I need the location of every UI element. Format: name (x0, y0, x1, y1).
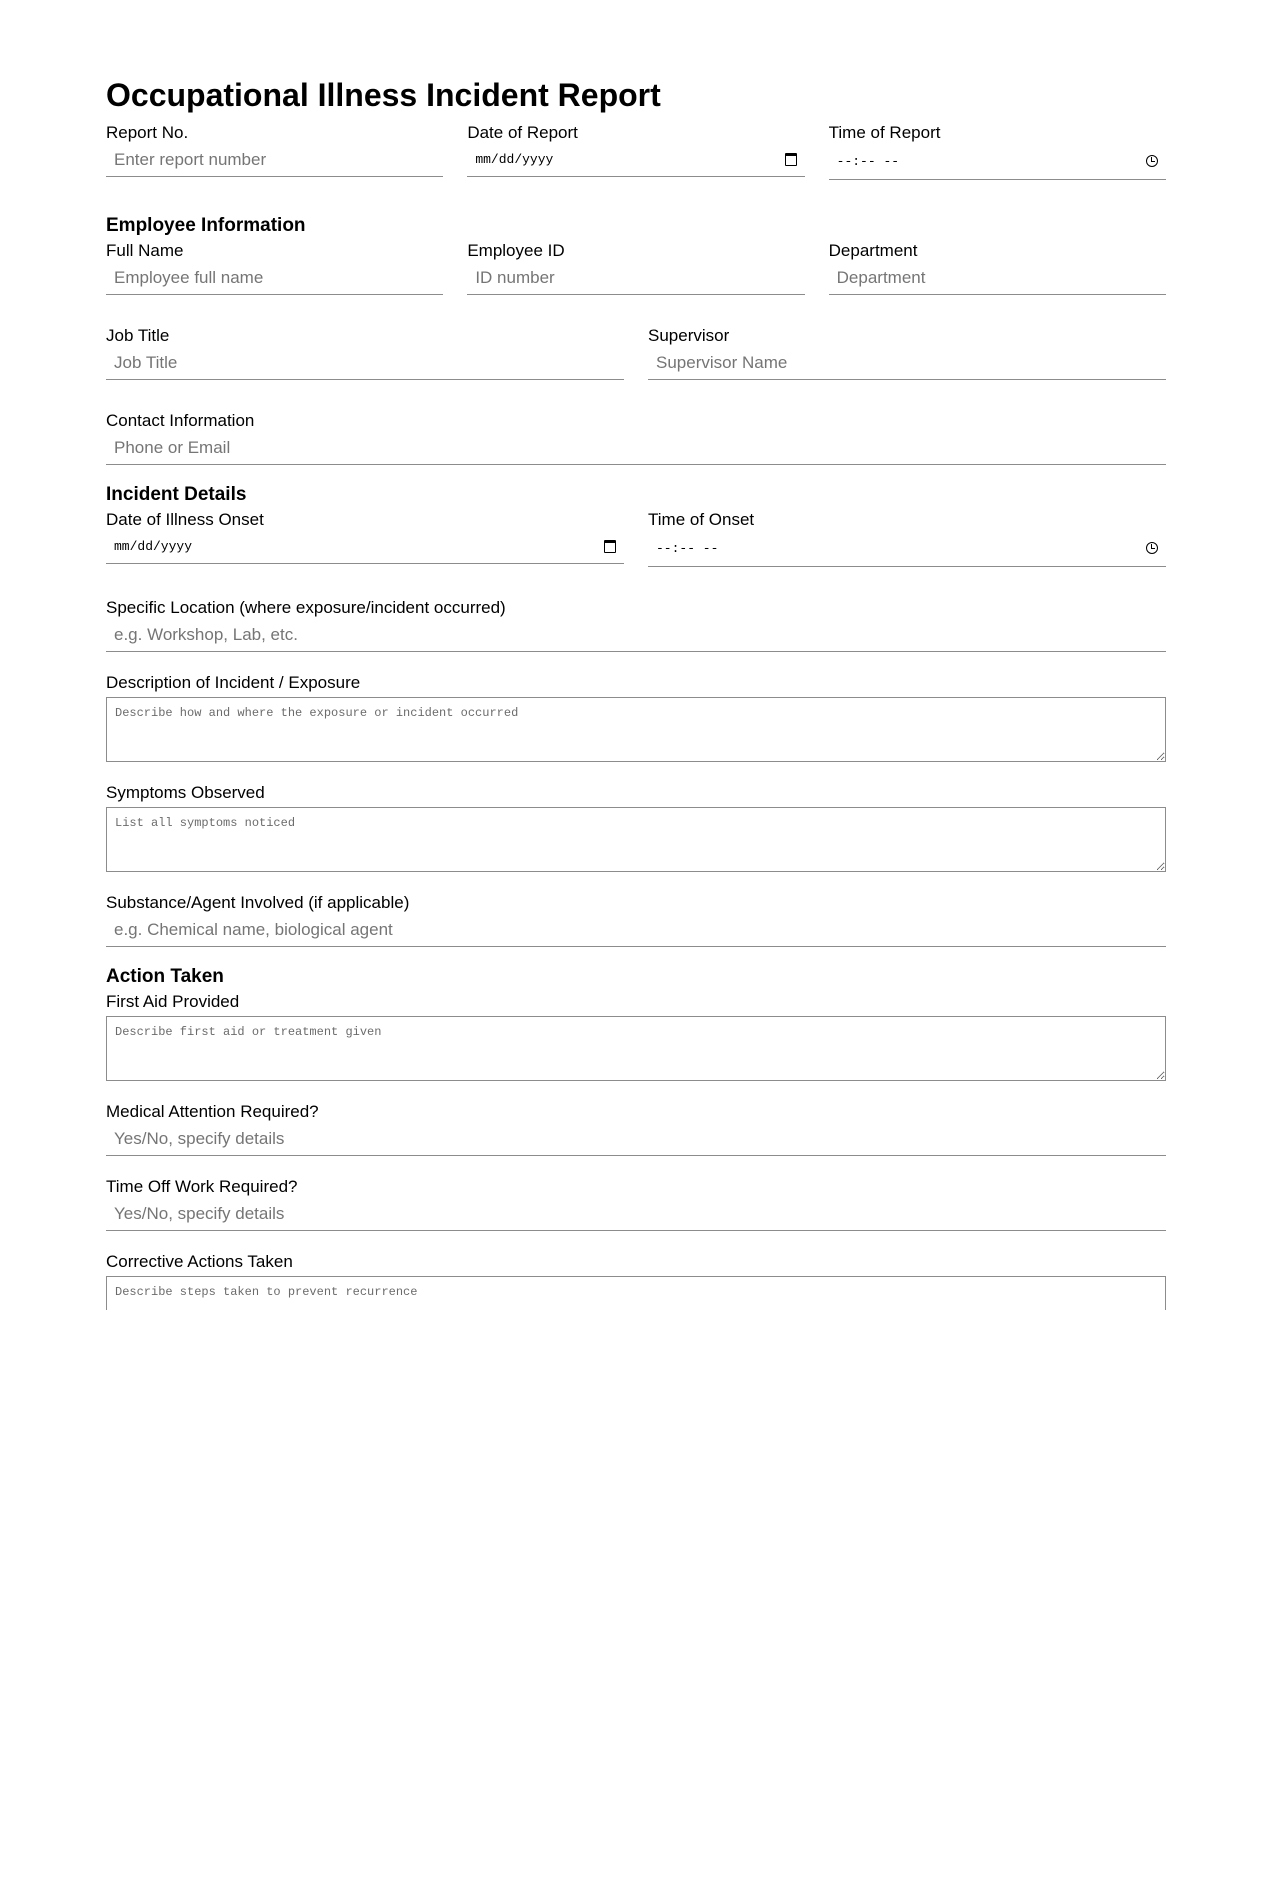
clock-icon[interactable] (1146, 155, 1158, 167)
report-no-label: Report No. (106, 123, 189, 142)
location-label: Specific Location (where exposure/incident occurred) (106, 598, 506, 617)
onset-date-field (106, 507, 624, 567)
date-of-report-input[interactable] (467, 143, 804, 177)
onset-time-input[interactable] (648, 530, 1166, 567)
substance-label: Substance/Agent Involved (if applicable) (106, 893, 410, 912)
onset-date-label: Date of Illness Onset (106, 510, 264, 529)
calendar-icon[interactable] (604, 540, 616, 553)
incident-report-form (106, 70, 1166, 1310)
time-of-report-value: --:-- -- (836, 153, 900, 169)
supervisor-field (648, 323, 1166, 380)
corrective-actions-label: Corrective Actions Taken (106, 1252, 293, 1271)
location-field (106, 598, 1166, 652)
job-title-input[interactable] (106, 346, 624, 380)
incident-row-1 (106, 507, 1166, 567)
first-aid-textarea[interactable] (106, 1016, 1166, 1081)
onset-time-value: --:-- -- (656, 540, 719, 556)
full-name-input[interactable] (106, 261, 443, 295)
corrective-actions-field (106, 1252, 1166, 1310)
department-input[interactable] (829, 261, 1166, 295)
time-of-report-label: Time of Report (828, 123, 941, 142)
first-aid-field (106, 992, 1166, 1081)
job-title-label: Job Title (106, 326, 170, 345)
onset-date-input[interactable] (106, 530, 624, 564)
employee-id-input[interactable] (467, 261, 804, 295)
time-off-label: Time Off Work Required? (106, 1177, 298, 1196)
location-input[interactable] (106, 618, 1166, 652)
contact-input[interactable] (106, 431, 1166, 465)
clock-icon[interactable] (1146, 542, 1158, 554)
contact-label: Contact Information (106, 411, 255, 430)
job-title-field (106, 323, 624, 380)
description-textarea[interactable] (106, 697, 1166, 762)
report-header-row (106, 120, 1166, 180)
full-name-label: Full Name (106, 241, 184, 260)
supervisor-input[interactable] (648, 346, 1166, 380)
symptoms-textarea[interactable] (106, 807, 1166, 872)
page-title: Occupational Illness Incident Report (106, 77, 661, 113)
substance-field (106, 893, 1166, 947)
onset-time-label: Time of Onset (648, 510, 755, 529)
substance-input[interactable] (106, 913, 1166, 947)
report-no-field (106, 120, 443, 180)
first-aid-label: First Aid Provided (106, 992, 240, 1011)
medical-attention-input[interactable] (106, 1122, 1166, 1156)
onset-date-value: mm/dd/yyyy (114, 539, 193, 554)
description-label: Description of Incident / Exposure (106, 673, 361, 692)
department-label: Department (828, 241, 918, 260)
supervisor-label: Supervisor (648, 326, 730, 345)
corrective-actions-textarea[interactable] (106, 1276, 1166, 1310)
time-of-report-field (829, 120, 1166, 180)
onset-time-field (648, 507, 1166, 567)
department-field (829, 238, 1166, 295)
report-no-input[interactable] (106, 143, 443, 177)
time-off-input[interactable] (106, 1197, 1166, 1231)
action-section-heading: Action Taken (106, 966, 224, 987)
description-field (106, 673, 1166, 762)
employee-id-field (467, 238, 804, 295)
employee-row-1 (106, 238, 1166, 295)
employee-id-label: Employee ID (467, 241, 565, 260)
contact-field (106, 411, 1166, 465)
date-of-report-value: mm/dd/yyyy (475, 152, 554, 167)
time-off-field (106, 1177, 1166, 1231)
calendar-icon[interactable] (785, 153, 797, 166)
medical-attention-label: Medical Attention Required? (106, 1102, 319, 1121)
incident-section-heading: Incident Details (106, 484, 247, 505)
full-name-field (106, 238, 443, 295)
date-of-report-field (467, 120, 804, 180)
symptoms-field (106, 783, 1166, 872)
medical-attention-field (106, 1102, 1166, 1156)
time-of-report-input[interactable] (829, 143, 1166, 180)
date-of-report-label: Date of Report (467, 123, 578, 142)
symptoms-label: Symptoms Observed (106, 783, 265, 802)
employee-section-heading: Employee Information (106, 215, 306, 236)
employee-row-2 (106, 323, 1166, 380)
